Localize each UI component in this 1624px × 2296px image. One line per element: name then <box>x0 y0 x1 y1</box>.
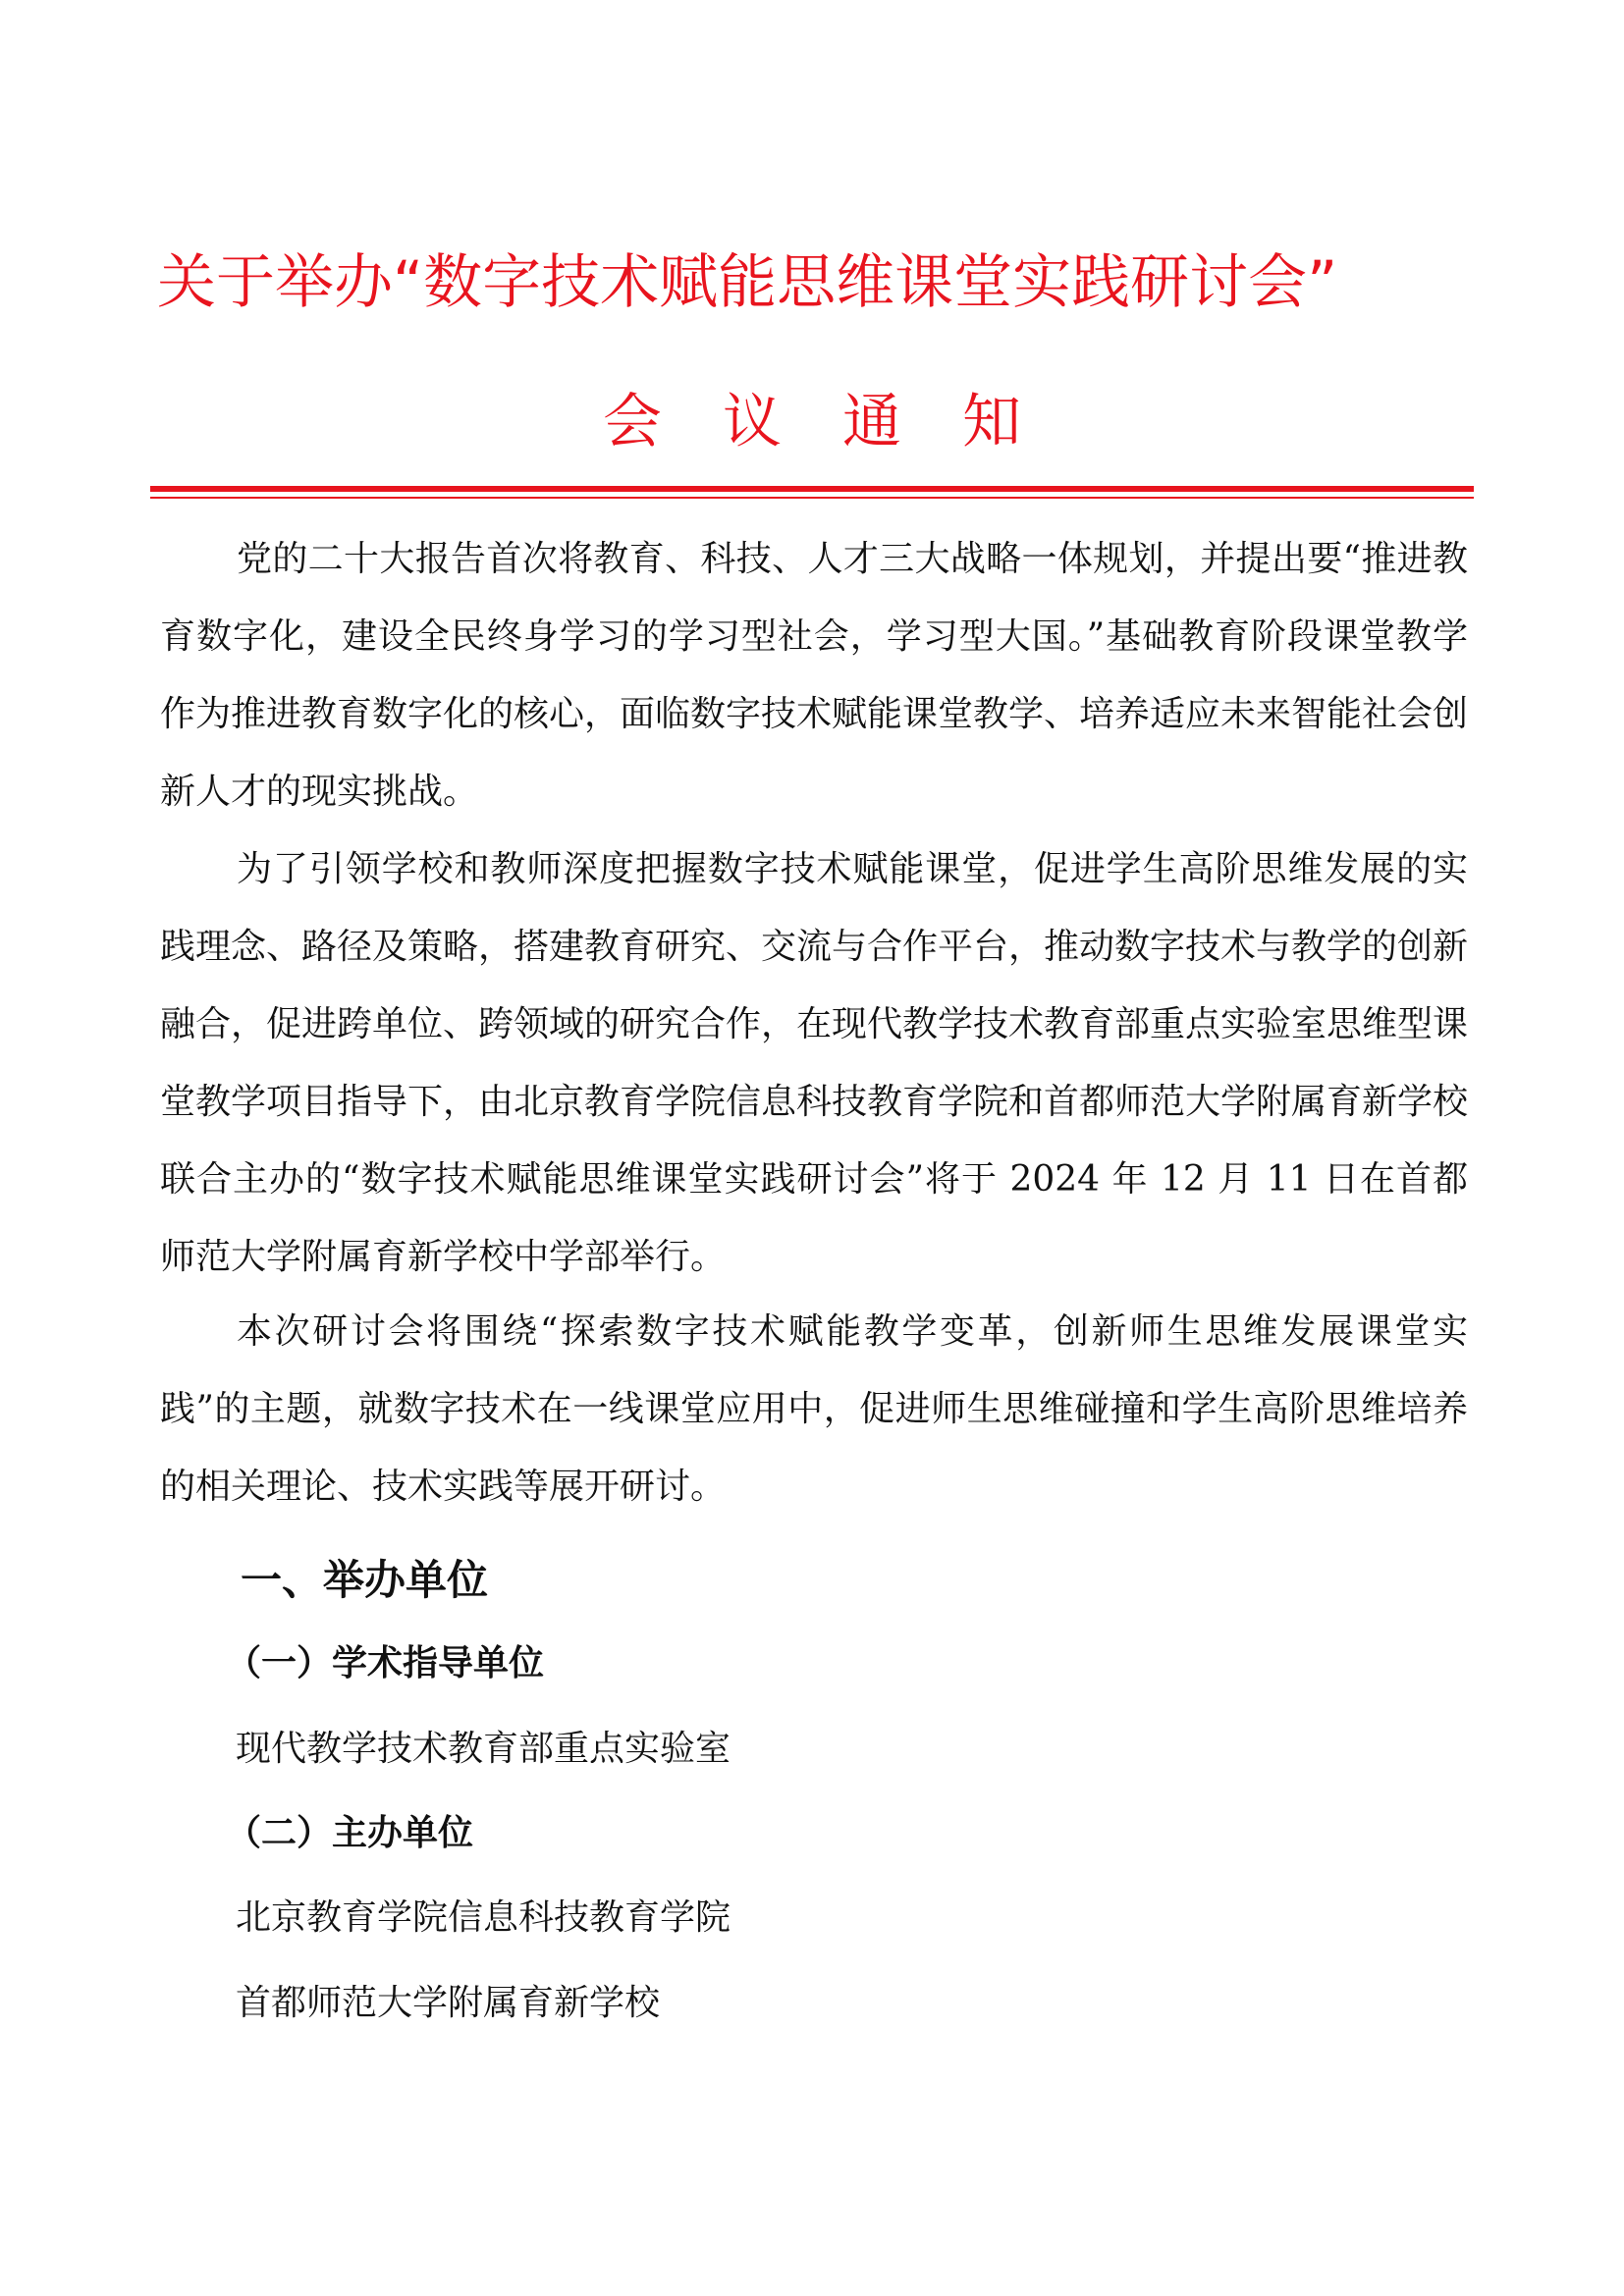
host-unit-1: 北京教育学院信息科技教育学院 <box>236 1897 731 1938</box>
body-paragraph-3: 本次研讨会将围绕“探索数字技术赋能教学变革，创新师生思维发展课堂实践”的主题，就数字技术在一线课堂应用中，促进师生思维碰撞和学生高阶思维培养的相关理论、技术实践等展开研讨。 <box>160 1311 1468 1507</box>
body-paragraph-1: 党的二十大报告首次将教育、科技、人才三大战略一体规划，并提出要“推进教育数字化，建设全民终身学习的学习型社会，学习型大国。”基础教育阶段课堂教学作为推进教育数字化的核心，面临数字技术赋能课堂教学、培养适应未来智能社会创新人才的现实挑战。 <box>160 539 1469 812</box>
academic-guidance-unit: 现代教学技术教育部重点实验室 <box>236 1729 731 1769</box>
notice-subtitle: 会议通知 <box>603 388 1082 456</box>
red-divider-thick <box>150 486 1474 492</box>
notice-title: 关于举办“数字技术赋能思维课堂实践研讨会” <box>157 248 1338 317</box>
red-divider-thin <box>150 497 1474 499</box>
subsection-heading-academic-guidance: （一）学术指导单位 <box>226 1643 545 1683</box>
subsection-heading-host: （二）主办单位 <box>226 1813 474 1853</box>
section-heading-organizers: 一、举办单位 <box>241 1556 489 1604</box>
host-unit-2: 首都师范大学附属育新学校 <box>236 1983 661 2023</box>
body-paragraph-2: 为了引领学校和教师深度把握数字技术赋能课堂，促进学生高阶思维发展的实践理念、路径及策略，搭建教育研究、交流与合作平台，推动数字技术与教学的创新融合，促进跨单位、跨领域的研究合作，在现代教学技术教育部重点实验室思维型课堂教学项目指导下，由北京教育学院信息科技教育学院和首都师范大学附属育新学校联合主办的“数字技术赋能思维课堂实践研讨会”将于 2024 年 12 月 11 日在首都师范大学附属育新学校中学部举行。 <box>160 849 1469 1277</box>
